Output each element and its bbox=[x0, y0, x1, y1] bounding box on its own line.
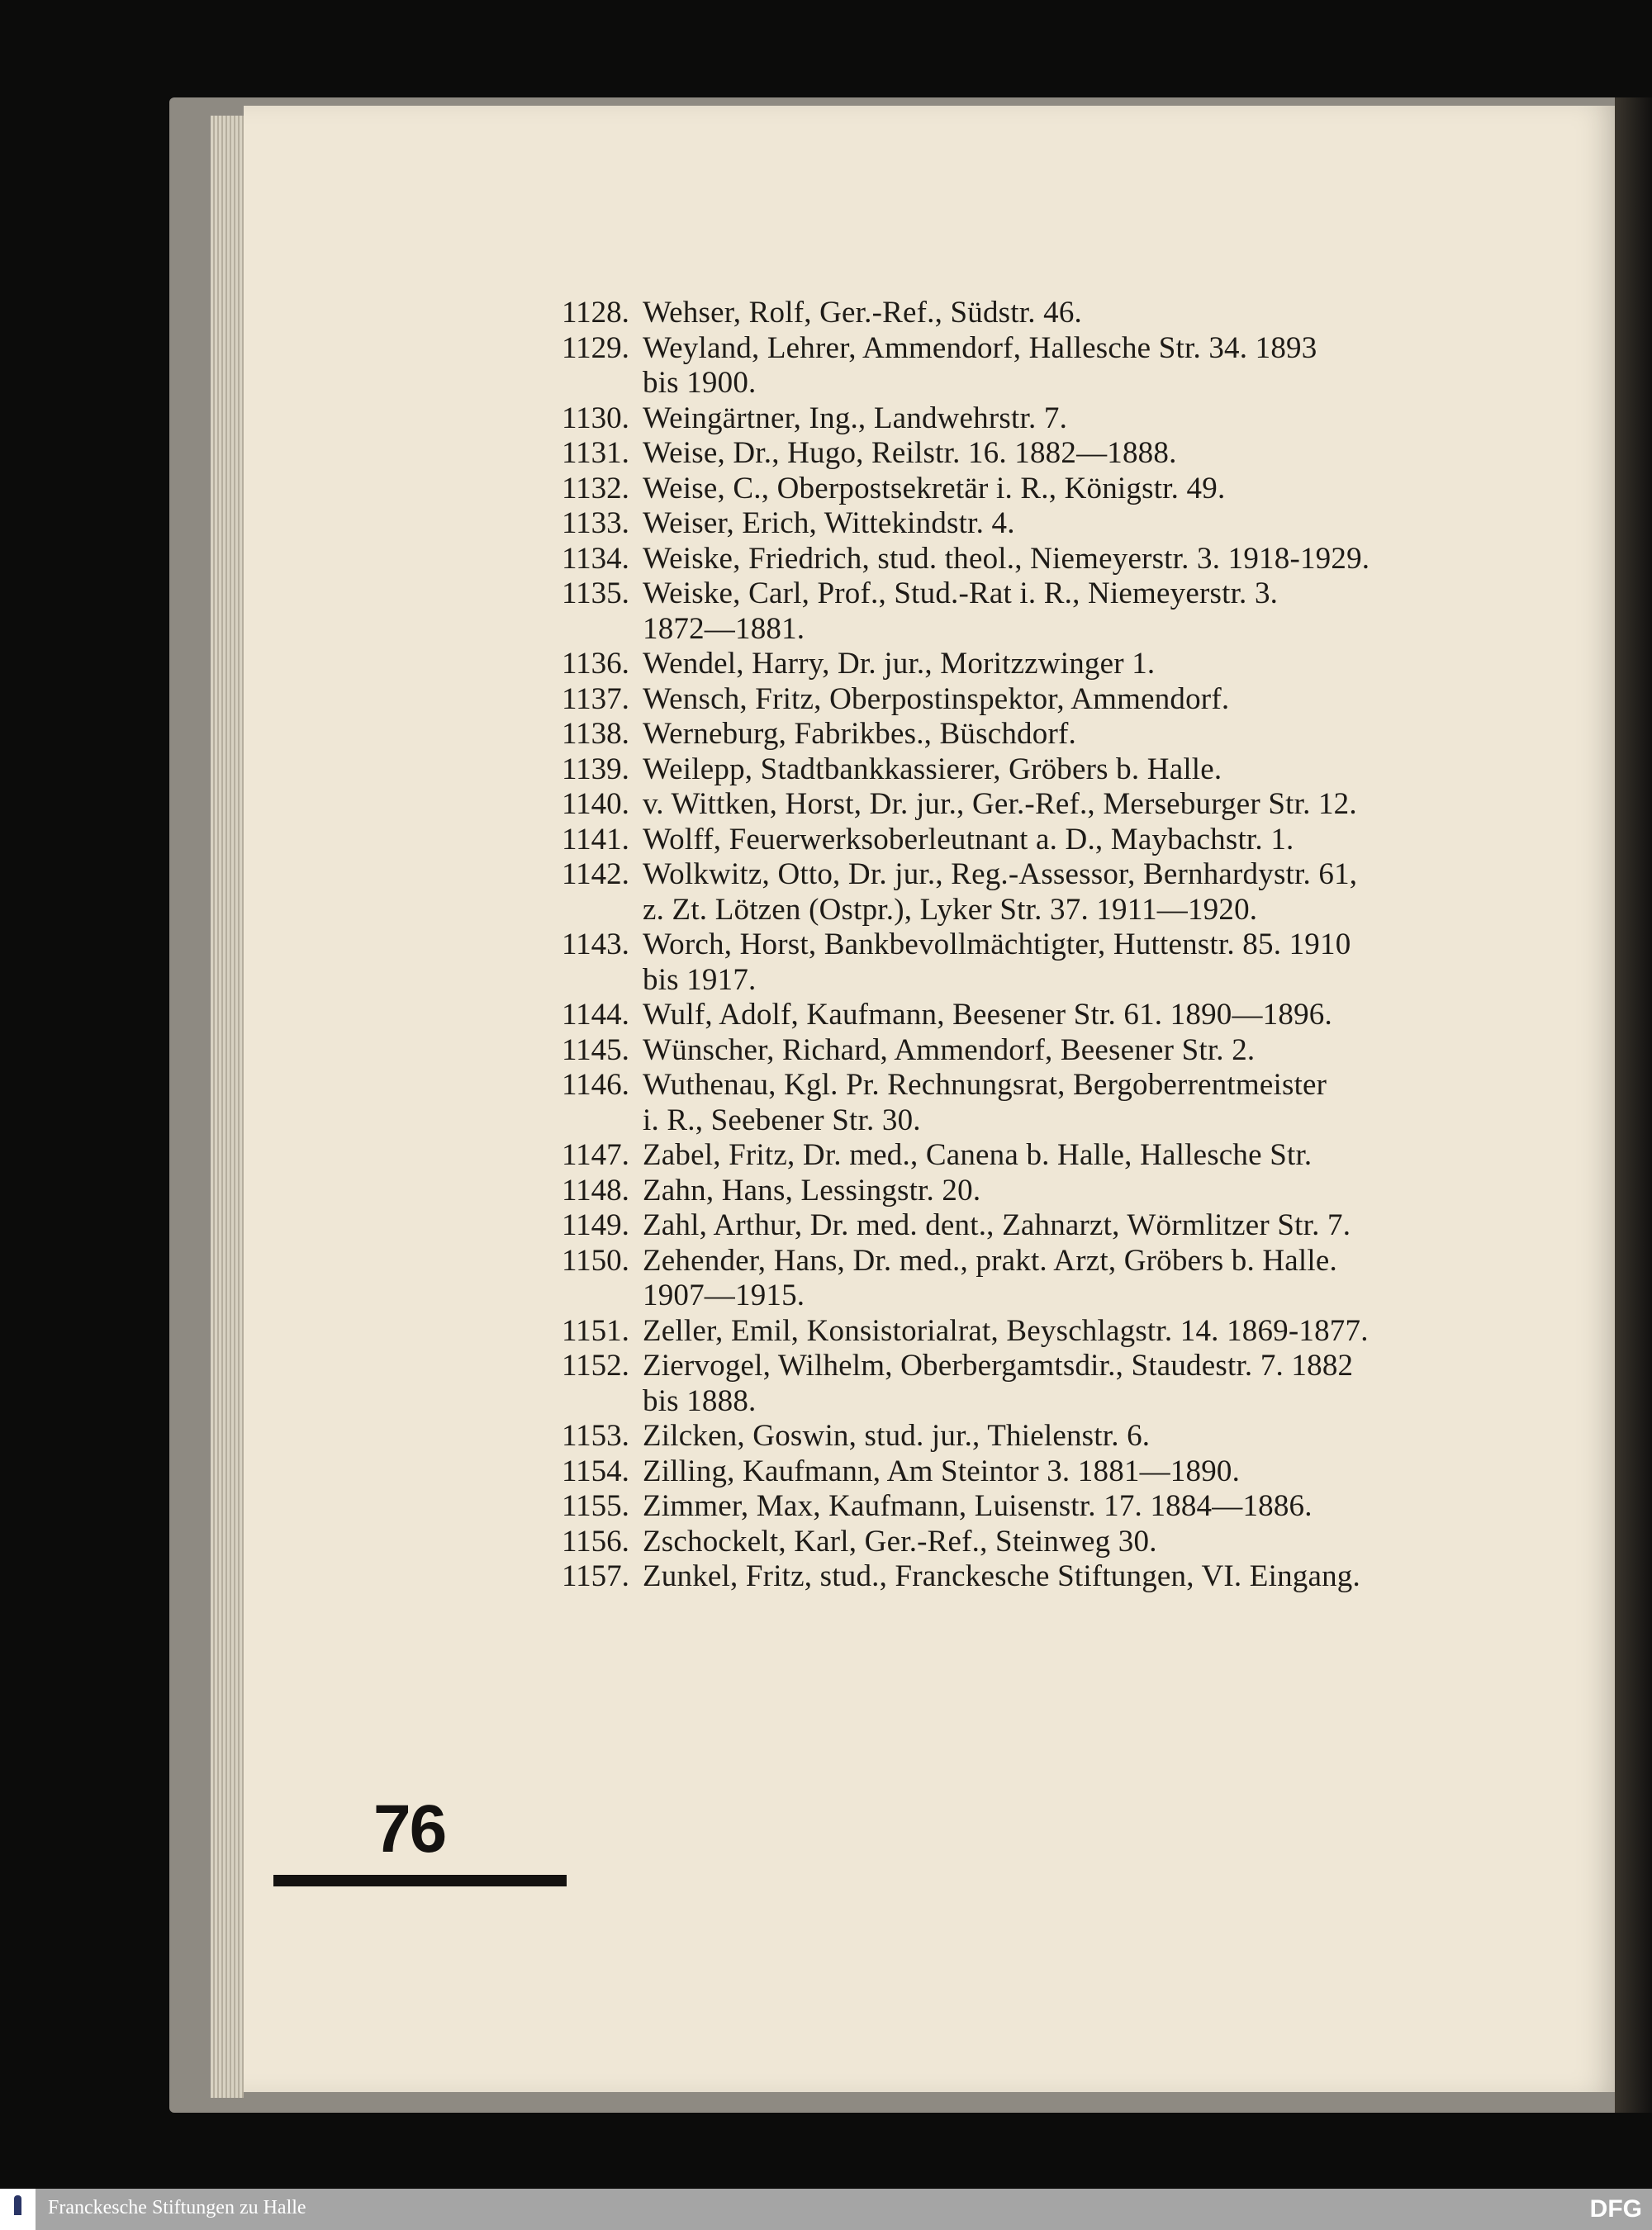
entry-line bbox=[562, 1244, 1450, 1279]
entry-number: 1150. bbox=[562, 1243, 629, 1278]
entry-number: 1140. bbox=[562, 787, 629, 821]
entry-line bbox=[562, 787, 1450, 823]
entry-number: 1147. bbox=[562, 1138, 629, 1172]
book-binding bbox=[1615, 97, 1652, 2113]
entry-text: v. Wittken, Horst, Dr. jur., Ger.-Ref., Merseburger Str. 12. bbox=[643, 787, 1357, 821]
entry-line bbox=[562, 1349, 1450, 1384]
entry-number: 1157. bbox=[562, 1559, 629, 1593]
entry-line bbox=[562, 823, 1450, 858]
entry-line bbox=[562, 998, 1450, 1033]
entry-line bbox=[562, 1419, 1450, 1454]
footer-bar bbox=[0, 2189, 1652, 2230]
entry-number: 1146. bbox=[562, 1068, 629, 1102]
entry-text: bis 1888. bbox=[643, 1383, 757, 1418]
entry-number: 1142. bbox=[562, 857, 629, 891]
entry-text: Wünscher, Richard, Ammendorf, Beesener Str. 2. bbox=[643, 1032, 1256, 1067]
entry-text: Worch, Horst, Bankbevollmächtigter, Huttenstr. 85. 1910 bbox=[643, 928, 1351, 961]
entry-number: 1139. bbox=[562, 752, 629, 786]
entry-text: Weilepp, Stadtbankkassierer, Gröbers b. Halle. bbox=[643, 752, 1222, 786]
entry-number: 1155. bbox=[562, 1489, 629, 1523]
entry-line bbox=[562, 1489, 1450, 1525]
entry-text: Zilling, Kaufmann, Am Steintor 3. 1881—1890. bbox=[643, 1454, 1241, 1488]
entry-line bbox=[562, 1033, 1450, 1069]
entry-number: 1135. bbox=[562, 576, 629, 610]
entry-line bbox=[562, 331, 1450, 367]
entry-number: 1133. bbox=[562, 506, 629, 540]
entry-line bbox=[562, 436, 1450, 472]
entry-text: Zunkel, Fritz, stud., Franckesche Stiftungen, VI. Eingang. bbox=[643, 1559, 1360, 1593]
entry-continuation-line bbox=[562, 963, 1450, 999]
entry-line bbox=[562, 472, 1450, 507]
entry-number: 1141. bbox=[562, 822, 629, 856]
entry-text: Wendel, Harry, Dr. jur., Moritzzwinger 1. bbox=[643, 647, 1156, 681]
entry-number: 1148. bbox=[562, 1173, 629, 1208]
entry-line bbox=[562, 752, 1450, 788]
entry-number bbox=[562, 612, 643, 648]
entry-line bbox=[562, 576, 1450, 612]
entry-line bbox=[562, 542, 1450, 577]
entry-text: Wulf, Adolf, Kaufmann, Beesener Str. 61. 1890—1896. bbox=[643, 998, 1332, 1032]
entry-text: 1907—1915. bbox=[643, 1279, 805, 1312]
entry-continuation-line bbox=[562, 1384, 1450, 1420]
entry-line bbox=[562, 1138, 1450, 1174]
entry-text: Wensch, Fritz, Oberpostinspektor, Ammendorf. bbox=[643, 681, 1230, 716]
entry-text: Zeller, Emil, Konsistorialrat, Beyschlagstr. 14. 1869-1877. bbox=[643, 1313, 1369, 1348]
entry-line bbox=[562, 857, 1450, 893]
entry-number bbox=[562, 366, 643, 401]
entry-text: Wuthenau, Kgl. Pr. Rechnungsrat, Bergoberrentmeister bbox=[643, 1068, 1327, 1102]
entry-text: Werneburg, Fabrikbes., Büschdorf. bbox=[643, 717, 1076, 751]
entry-number: 1151. bbox=[562, 1313, 629, 1348]
entry-text: Weise, Dr., Hugo, Reilstr. 16. 1882—1888. bbox=[643, 436, 1177, 470]
entry-number bbox=[562, 893, 643, 928]
entry-text: Weingärtner, Ing., Landwehrstr. 7. bbox=[643, 401, 1068, 435]
entry-text: Ziervogel, Wilhelm, Oberbergamtsdir., Staudestr. 7. 1882 bbox=[643, 1349, 1354, 1383]
institution-name[interactable]: Franckesche Stiftungen zu Halle bbox=[48, 2197, 306, 2218]
entry-text: Wehser, Rolf, Ger.-Ref., Südstr. 46. bbox=[643, 296, 1082, 330]
entry-line bbox=[562, 682, 1450, 718]
entry-text: Wolkwitz, Otto, Dr. jur., Reg.-Assessor, Bernhardystr. 61, bbox=[643, 857, 1358, 891]
entry-number: 1154. bbox=[562, 1454, 629, 1488]
entry-line bbox=[562, 1559, 1450, 1595]
dfg-logo: DFG bbox=[1589, 2195, 1642, 2223]
entry-text: z. Zt. Lötzen (Ostpr.), Lyker Str. 37. 1911—1920. bbox=[643, 892, 1258, 927]
entry-line bbox=[562, 401, 1450, 437]
page-number-rule bbox=[273, 1875, 567, 1886]
entry-number bbox=[562, 1384, 643, 1420]
entry-number: 1130. bbox=[562, 401, 629, 435]
entry-text: bis 1917. bbox=[643, 962, 757, 997]
entry-number: 1144. bbox=[562, 998, 629, 1032]
entry-text: Weiske, Friedrich, stud. theol., Niemeyerstr. 3. 1918-1929. bbox=[643, 541, 1370, 576]
entry-number: 1132. bbox=[562, 471, 629, 505]
entry-text: Weyland, Lehrer, Ammendorf, Hallesche Str. 34. 1893 bbox=[643, 330, 1317, 365]
entry-number: 1131. bbox=[562, 436, 629, 470]
entry-line bbox=[562, 1314, 1450, 1350]
entry-continuation-line bbox=[562, 612, 1450, 648]
entry-text: Zschockelt, Karl, Ger.-Ref., Steinweg 30. bbox=[643, 1524, 1157, 1559]
entry-text: Weiser, Erich, Wittekindstr. 4. bbox=[643, 506, 1015, 540]
entry-text: Weise, C., Oberpostsekretär i. R., Königstr. 49. bbox=[643, 471, 1226, 505]
entry-number: 1143. bbox=[562, 928, 629, 961]
entry-line bbox=[562, 506, 1450, 542]
entry-line bbox=[562, 1454, 1450, 1490]
entry-line bbox=[562, 1068, 1450, 1103]
entry-line bbox=[562, 928, 1450, 963]
entry-line bbox=[562, 1208, 1450, 1244]
entry-number: 1145. bbox=[562, 1032, 629, 1067]
entry-line bbox=[562, 296, 1450, 331]
institution-logo bbox=[0, 2189, 36, 2230]
entry-text: Wolff, Feuerwerksoberleutnant a. D., Maybachstr. 1. bbox=[643, 822, 1294, 856]
entry-number bbox=[562, 963, 643, 999]
entry-text: Zabel, Fritz, Dr. med., Canena b. Halle, Hallesche Str. bbox=[643, 1138, 1313, 1172]
page-number: 76 bbox=[373, 1791, 446, 1867]
logo-figure-icon bbox=[14, 2195, 21, 2215]
entry-number: 1137. bbox=[562, 681, 629, 716]
entry-number: 1156. bbox=[562, 1524, 629, 1559]
page-edges bbox=[211, 116, 244, 2098]
entry-text: Zahl, Arthur, Dr. med. dent., Zahnarzt, Wörmlitzer Str. 7. bbox=[643, 1208, 1351, 1242]
entry-number: 1134. bbox=[562, 541, 629, 576]
entry-text: i. R., Seebener Str. 30. bbox=[643, 1103, 921, 1137]
entry-text: Zahn, Hans, Lessingstr. 20. bbox=[643, 1173, 981, 1208]
entry-text: Zimmer, Max, Kaufmann, Luisenstr. 17. 1884—1886. bbox=[643, 1489, 1313, 1523]
entry-text: Weiske, Carl, Prof., Stud.-Rat i. R., Niemeyerstr. 3. bbox=[643, 576, 1279, 610]
entry-continuation-line bbox=[562, 1103, 1450, 1139]
entry-number: 1129. bbox=[562, 330, 629, 365]
entry-text: bis 1900. bbox=[643, 366, 757, 400]
entry-continuation-line bbox=[562, 366, 1450, 401]
entry-number: 1128. bbox=[562, 296, 629, 330]
entry-number bbox=[562, 1103, 643, 1139]
entry-list bbox=[562, 296, 1450, 1595]
entry-number: 1149. bbox=[562, 1208, 629, 1242]
entry-line bbox=[562, 1525, 1450, 1560]
entry-line bbox=[562, 717, 1450, 752]
entry-continuation-line bbox=[562, 1279, 1450, 1314]
entry-text: 1872—1881. bbox=[643, 611, 805, 646]
entry-number: 1152. bbox=[562, 1349, 629, 1383]
entry-continuation-line bbox=[562, 893, 1450, 928]
entry-line bbox=[562, 647, 1450, 682]
entry-number: 1153. bbox=[562, 1419, 629, 1453]
entry-number bbox=[562, 1279, 643, 1314]
entry-text: Zehender, Hans, Dr. med., prakt. Arzt, Gröbers b. Halle. bbox=[643, 1243, 1337, 1278]
entry-number: 1138. bbox=[562, 717, 629, 751]
entry-text: Zilcken, Goswin, stud. jur., Thielenstr. 6. bbox=[643, 1419, 1151, 1453]
entry-line bbox=[562, 1174, 1450, 1209]
entry-number: 1136. bbox=[562, 647, 629, 681]
